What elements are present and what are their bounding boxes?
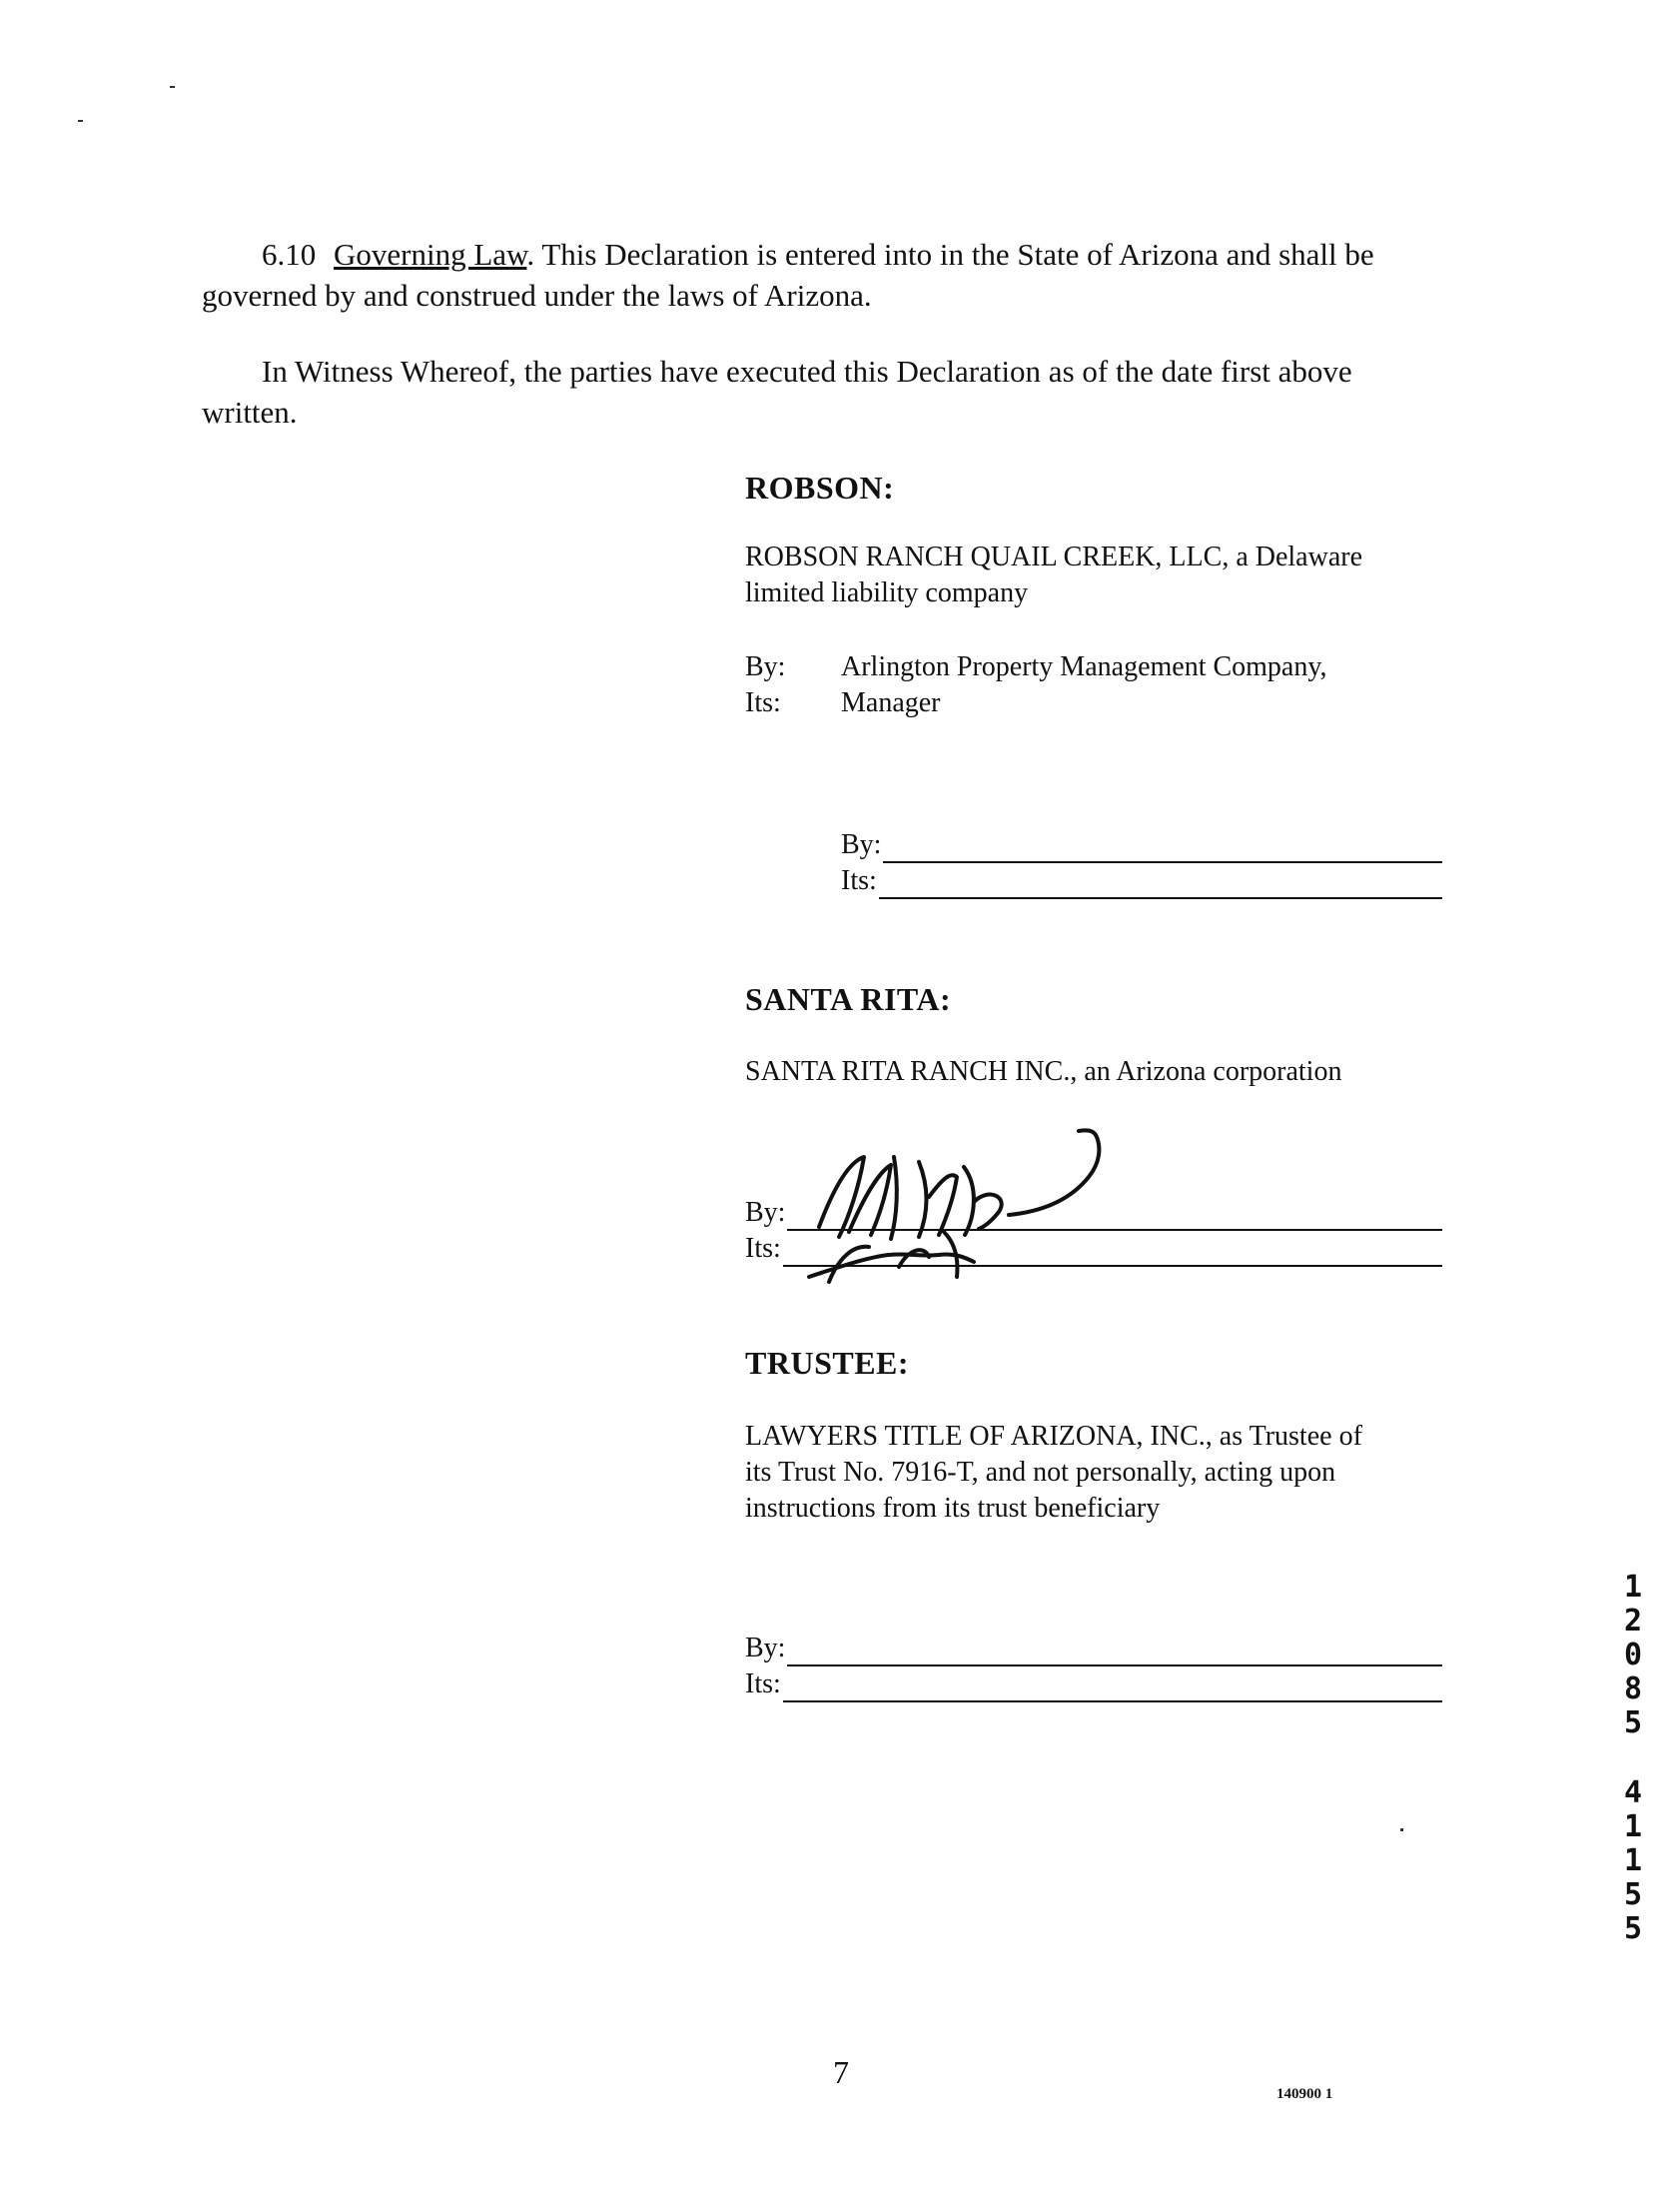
robson-sig-by-label: By: [841, 829, 882, 860]
robson-sig-by-line[interactable] [883, 833, 1442, 863]
trustee-sig-by [745, 1631, 1442, 1666]
robson-entity-line-2: limited liability company [745, 577, 1029, 608]
robson-entity-line-1: ROBSON RANCH QUAIL CREEK, LLC, a Delaware [745, 542, 1362, 572]
scan-speck [78, 120, 83, 122]
santa-rita-heading: SANTA RITA: [745, 981, 952, 1017]
trustee-sig-its [745, 1666, 1442, 1702]
doc-code: 140900 1 [1276, 2086, 1333, 2102]
section-line-2: governed by and construed under the laws of Arizona. [202, 278, 872, 313]
section-line-1 [202, 234, 1500, 275]
witness-line-2: written. [202, 395, 298, 430]
recording-digit: 2 [1623, 1604, 1643, 1639]
trustee-sig-its-line[interactable] [783, 1672, 1442, 1702]
section-text-1: . This Declaration is entered into in the State of Arizona and shall be [526, 237, 1374, 272]
recording-digit: 0 [1623, 1638, 1643, 1672]
scan-speck [1400, 1828, 1403, 1831]
robson-signature-block [841, 827, 1442, 899]
trustee-entity-line-1: LAWYERS TITLE OF ARIZONA, INC., as Trustee of [745, 1421, 1362, 1452]
robson-sig-by [841, 827, 1442, 863]
santa-rita-sig-its-label: Its: [745, 1233, 781, 1264]
trustee-entity-line-2: its Trust No. 7916-T, and not personally, acting upon [745, 1457, 1336, 1488]
recording-digit: 1 [1623, 1843, 1643, 1878]
robson-sig-its [841, 863, 1442, 899]
scan-speck [170, 86, 175, 88]
robson-by-row [745, 649, 1464, 685]
section-number: 6.10 [262, 237, 317, 272]
santa-rita-sig-by-label: By: [745, 1197, 786, 1228]
robson-its-row [745, 685, 1464, 721]
robson-heading: ROBSON: [745, 470, 895, 506]
robson-by-label: By: [745, 651, 786, 682]
recording-number [1616, 1571, 1650, 1946]
witness-line-1: In Witness Whereof, the parties have executed this Declaration as of the date first above [262, 354, 1352, 389]
recording-digit: 1 [1623, 1809, 1643, 1844]
robson-its-value: Manager [841, 687, 941, 718]
recording-number-text [1616, 1571, 1650, 1946]
section-heading: Governing Law [334, 237, 527, 272]
robson-manager-block [745, 649, 1464, 721]
witness-paragraph [202, 351, 1500, 433]
santa-rita-entity: SANTA RITA RANCH INC., an Arizona corporation [745, 1056, 1342, 1087]
robson-by-value: Arlington Property Management Company, [841, 651, 1327, 682]
handwritten-signature [779, 1117, 1129, 1287]
page-number: 7 [833, 2054, 849, 2090]
recording-digit: 8 [1623, 1671, 1643, 1706]
trustee-sig-by-label: By: [745, 1633, 786, 1663]
trustee-entity-line-3: instructions from its trust beneficiary [745, 1493, 1161, 1524]
robson-entity [745, 540, 1464, 611]
robson-sig-its-line[interactable] [879, 869, 1442, 899]
recording-digit: 5 [1623, 1705, 1643, 1740]
trustee-sig-by-line[interactable] [787, 1637, 1442, 1666]
recording-digit: 1 [1623, 1570, 1643, 1605]
recording-digit: 5 [1623, 1877, 1643, 1912]
robson-its-label: Its: [745, 687, 781, 718]
recording-digit: 4 [1623, 1775, 1643, 1810]
section-6-10 [202, 234, 1500, 316]
trustee-sig-its-label: Its: [745, 1668, 781, 1699]
robson-sig-its-label: Its: [841, 865, 877, 896]
trustee-signature-block [745, 1631, 1442, 1702]
trustee-heading: TRUSTEE: [745, 1345, 910, 1381]
recording-digit: 5 [1623, 1911, 1643, 1946]
trustee-entity [745, 1419, 1464, 1527]
